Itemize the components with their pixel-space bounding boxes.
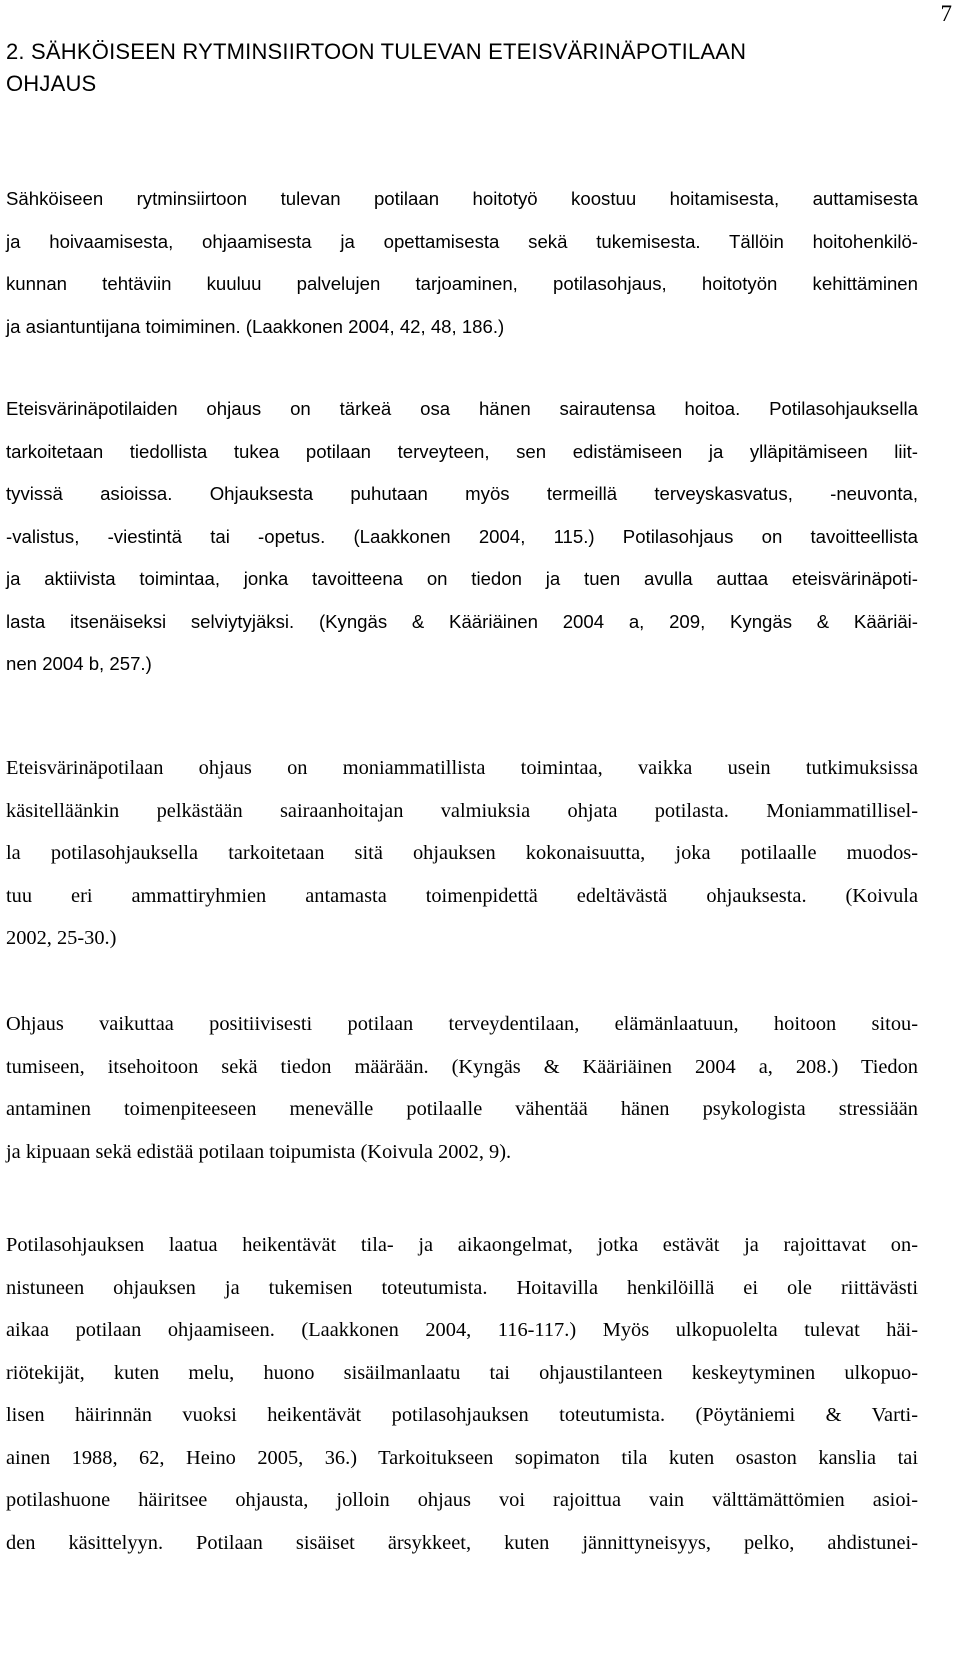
paragraph-patient-guidance — [6, 388, 918, 686]
text-line: Eteisvärinäpotilaan ohjaus on moniammatillista toimintaa, vaikka usein tutkimuksissa — [6, 757, 918, 779]
text-line: tumiseen, itsehoitoon sekä tiedon määrään. (Kyngäs & Kääriäinen 2004 a, 208.) Tiedon — [6, 1055, 918, 1078]
text-line: 2002, 25-30.) — [6, 927, 117, 949]
text-line: kunnan tehtäviin kuuluu palvelujen tarjoaminen, potilasohjaus, hoitotyön kehittäminen — [6, 273, 918, 294]
text-line: ja hoivaamisesta, ohjaamisesta ja opettamisesta sekä tukemisesta. Tällöin hoitohenkilö- — [6, 230, 918, 252]
text-line: Ohjaus vaikuttaa positiivisesti potilaan terveydentilaan, elämänlaatuun, hoitoon sitou- — [6, 1013, 918, 1035]
paragraph-intro — [6, 178, 918, 348]
text-line: Potilasohjauksen laatua heikentävät tila- ja aikaongelmat, jotka estävät ja rajoittavat on- — [6, 1234, 918, 1256]
chapter-heading-line: 2. SÄHKÖISEEN RYTMINSIIRTOON TULEVAN ETEISVÄRINÄPOTILAAN — [6, 39, 747, 64]
text-line: potilashuone häiritsee ohjausta, jolloin ohjaus voi rajoittua vain välttämättömien asioi- — [6, 1489, 918, 1511]
text-line: riötekijät, kuten melu, huono sisäilmanlaatu tai ohjaustilanteen keskeytyminen ulkopuo- — [6, 1361, 918, 1384]
text-line: antaminen toimenpiteeseen menevälle potilaalle vähentää hänen psykologista stressiään — [6, 1098, 918, 1120]
text-line: ja aktiivista toimintaa, jonka tavoitteena on tiedon ja tuen avulla auttaa eteisvärinäpoti- — [6, 568, 918, 589]
text-line: Eteisvärinäpotilaiden ohjaus on tärkeä osa hänen sairautensa hoitoa. Potilasohjauksella — [6, 398, 918, 419]
page-number: 7 — [940, 1, 952, 26]
text-line: ja kipuaan sekä edistää potilaan toipumista (Koivula 2002, 9). — [6, 1140, 512, 1163]
text-line: aikaa potilaan ohjaamiseen. (Laakkonen 2004, 116-117.) Myös ulkopuolelta tulevat häi- — [6, 1319, 918, 1341]
text-line: lasta itsenäiseksi selviytyjäksi. (Kyngäs & Kääriäinen 2004 a, 209, Kyngäs & Kääriäi- — [6, 610, 918, 632]
text-line: tarkoitetaan tiedollista tukea potilaan terveyteen, sen edistämiseen ja ylläpitämiseen liit- — [6, 440, 918, 462]
text-line: nen 2004 b, 257.) — [6, 653, 152, 674]
text-line: -valistus, -viestintä tai -opetus. (Laakkonen 2004, 115.) Potilasohjaus on tavoitteellista — [6, 525, 918, 547]
text-line: ainen 1988, 62, Heino 2005, 36.) Tarkoitukseen sopimaton tila kuten osaston kanslia tai — [6, 1446, 918, 1469]
text-line: ja asiantuntijana toimiminen. (Laakkonen 2004, 42, 48, 186.) — [6, 315, 505, 337]
text-line: la potilasohjauksella tarkoitetaan sitä ohjauksen kokonaisuutta, joka potilaalle muodos- — [6, 842, 918, 864]
text-line: tyvissä asioissa. Ohjauksesta puhutaan myös termeillä terveyskasvatus, -neuvonta, — [6, 483, 918, 504]
text-line: tuu eri ammattiryhmien antamasta toimenpidettä edeltävästä ohjauksesta. (Koivula — [6, 884, 918, 907]
text-line: lisen häirinnän vuoksi heikentävät potilasohjauksen toteutumista. (Pöytäniemi & Varti- — [6, 1404, 918, 1426]
chapter-heading — [6, 36, 916, 100]
paragraph-effects — [6, 1003, 918, 1173]
text-line: nistuneen ohjauksen ja tukemisen toteutumista. Hoitavilla henkilöillä ei ole riittävästi — [6, 1276, 918, 1299]
chapter-heading-line: OHJAUS — [6, 71, 97, 96]
paragraph-obstacles — [6, 1224, 918, 1564]
paragraph-multiprofessional — [6, 747, 918, 960]
text-line: Sähköiseen rytminsiirtoon tulevan potilaan hoitotyö koostuu hoitamisesta, auttamisesta — [6, 188, 918, 209]
text-line: den käsittelyyn. Potilaan sisäiset ärsykkeet, kuten jännittyneisyys, pelko, ahdistunei- — [6, 1531, 918, 1554]
text-line: käsitelläänkin pelkästään sairaanhoitajan valmiuksia ohjata potilasta. Moniammatillisel- — [6, 799, 918, 822]
